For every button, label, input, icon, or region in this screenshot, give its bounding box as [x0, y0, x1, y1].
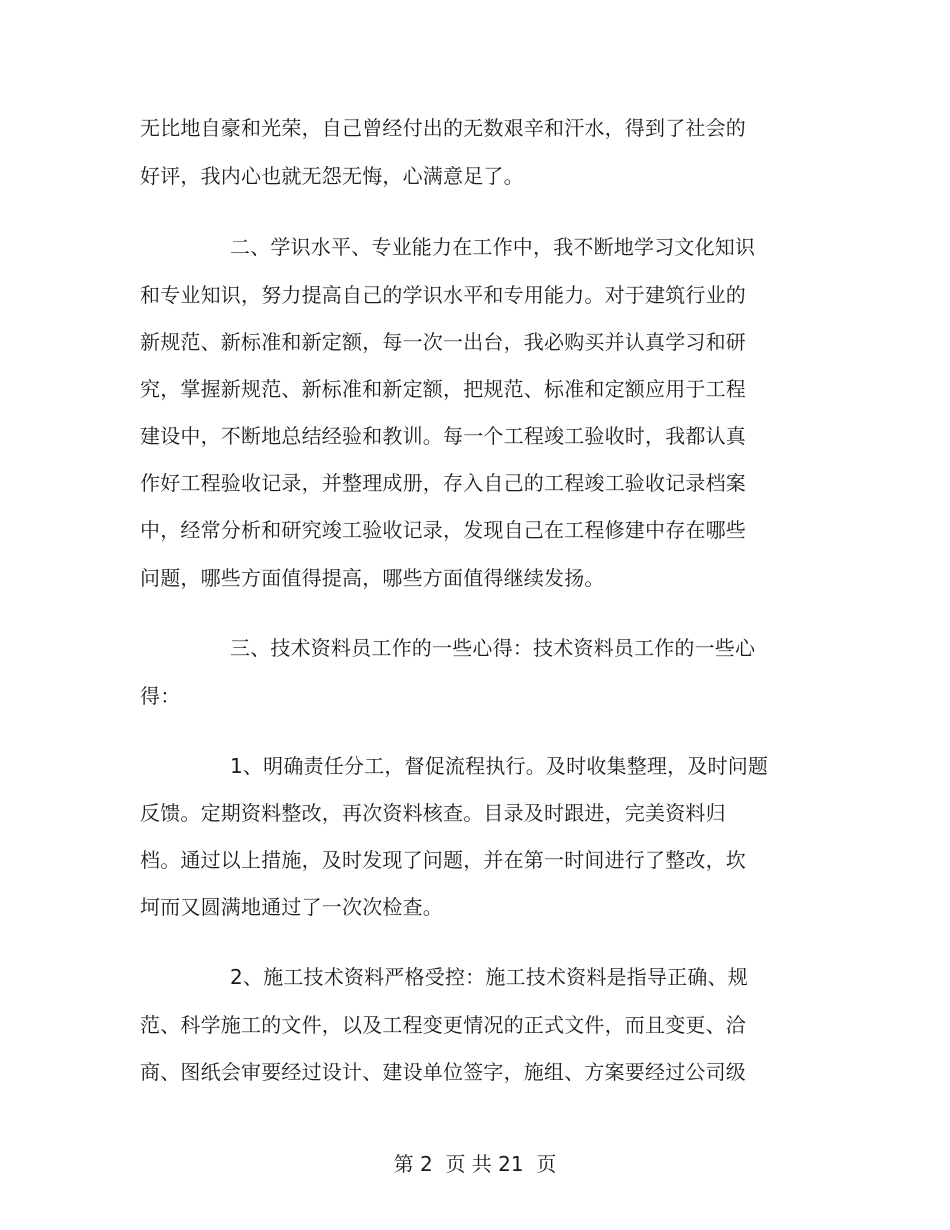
text-line: 究，掌握新规范、新标准和新定额，把规范、标准和定额应用于工程	[140, 377, 746, 401]
text-line: 作好工程验收记录，并整理成册，存入自己的工程竣工验收记录档案	[140, 471, 746, 495]
text-line: 商、图纸会审要经过设计、建设单位签字，施组、方案要经过公司级	[140, 1060, 746, 1084]
text-line: 得：	[140, 684, 181, 708]
text-line: 档。通过以上措施，及时发现了问题，并在第一时间进行了整改，坎	[140, 848, 746, 872]
paragraph-heading-3: 三、技术资料员工作的一些心得：技术资料员工作的一些心	[230, 636, 756, 660]
text-line: 和专业知识，努力提高自己的学识水平和专用能力。对于建筑行业的	[140, 283, 746, 307]
text-line: 范、科学施工的文件，以及工程变更情况的正式文件，而且变更、洽	[140, 1013, 746, 1037]
text-line: 问题，哪些方面值得提高，哪些方面值得继续发扬。	[140, 566, 605, 590]
text-line: 建设中，不断地总结经验和教训。每一个工程竣工验收时，我都认真	[140, 424, 746, 448]
text-line: 无比地自豪和光荣，自己曾经付出的无数艰辛和汗水，得到了社会的	[140, 116, 746, 140]
text-line: 好评，我内心也就无怨无悔，心满意足了。	[140, 164, 524, 188]
page-number-footer: 第 2 页 共 21 页	[393, 1152, 557, 1176]
text-line: 中，经常分析和研究竣工验收记录，发现自己在工程修建中存在哪些	[140, 518, 746, 542]
paragraph-item-1: 1、明确责任分工，督促流程执行。及时收集整理，及时问题	[230, 754, 769, 778]
text-line: 坷而又圆满地通过了一次次检查。	[140, 895, 443, 919]
paragraph-heading-2: 二、学识水平、专业能力在工作中，我不断地学习文化知识	[230, 235, 756, 259]
paragraph-item-2: 2、施工技术资料严格受控：施工技术资料是指导正确、规	[230, 965, 748, 989]
text-line: 新规范、新标准和新定额，每一次一出台，我必购买并认真学习和研	[140, 330, 746, 354]
text-line: 反馈。定期资料整改，再次资料核查。目录及时跟进，完美资料归	[140, 801, 726, 825]
